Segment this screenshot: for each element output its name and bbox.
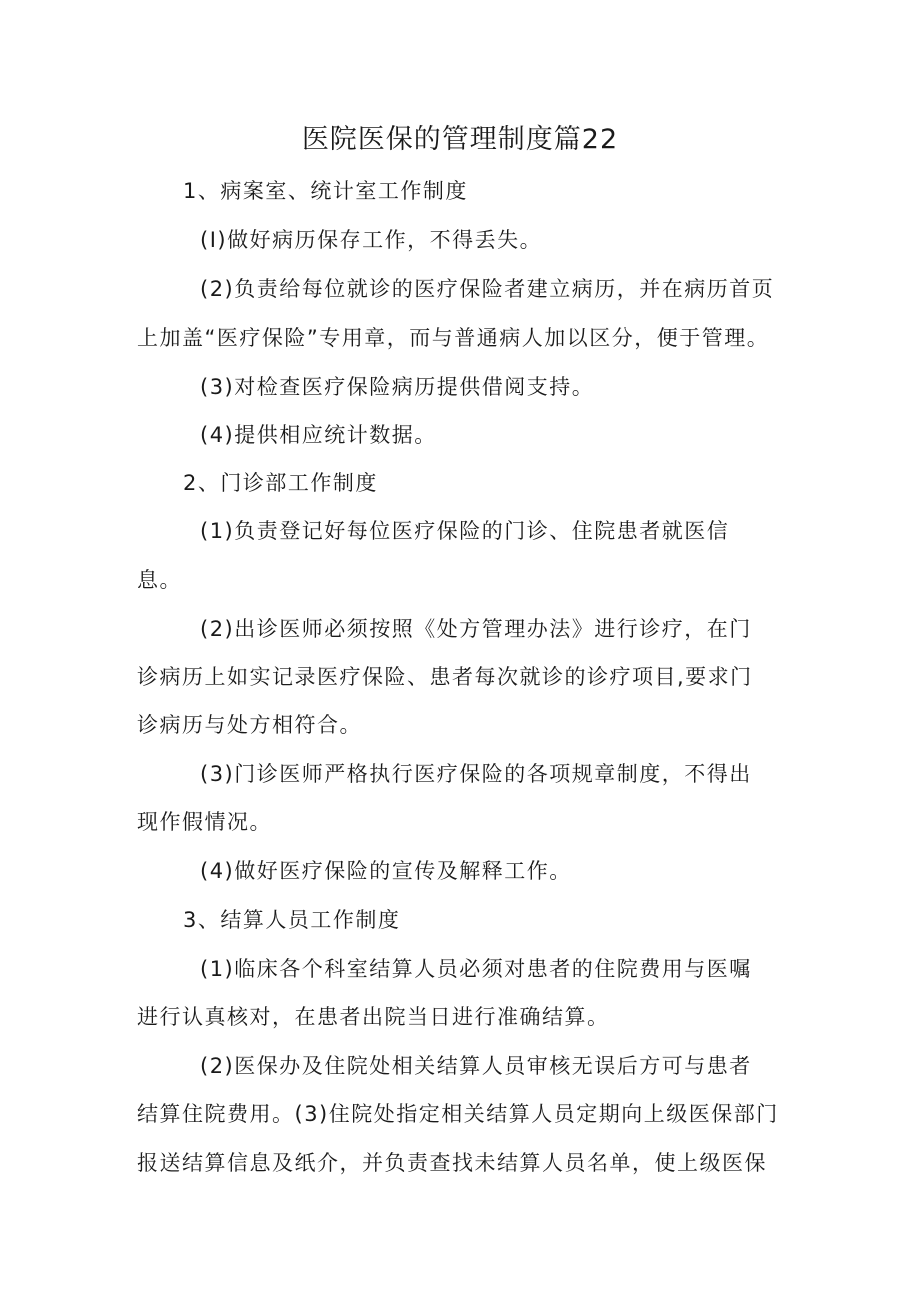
paragraph-line: (I)做好病历保存工作，不得丢失。 bbox=[200, 228, 543, 252]
section-heading-2: 2、门诊部工作制度 bbox=[183, 471, 378, 495]
paragraph-line: (1)负责登记好每位医疗保险的门诊、住院患者就医信 bbox=[200, 519, 730, 543]
paragraph-line: (3)门诊医师严格执行医疗保险的各项规章制度，不得出 bbox=[200, 762, 752, 786]
paragraph-line: 报送结算信息及纸介，并负责查找未结算人员名单，使上级医保 bbox=[137, 1151, 767, 1175]
paragraph-line: 进行认真核对，在患者出院当日进行准确结算。 bbox=[137, 1005, 610, 1029]
paragraph-line: (2)出诊医师必须按照《处方管理办法》进行诊疗，在门 bbox=[200, 617, 752, 641]
paragraph-line: (2)负责给每位就诊的医疗保险者建立病历，并在病历首页 bbox=[200, 277, 775, 301]
paragraph-line: 结算住院费用。(3)住院处指定相关结算人员定期向上级医保部门 bbox=[137, 1102, 779, 1126]
section-heading-3: 3、结算人员工作制度 bbox=[183, 908, 401, 932]
paragraph-line: (4)做好医疗保险的宣传及解释工作。 bbox=[200, 859, 572, 883]
paragraph-line: (4)提供相应统计数据。 bbox=[200, 423, 437, 447]
paragraph-line: 诊病历上如实记录医疗保险、患者每次就诊的诊疗项目,要求门 bbox=[137, 665, 753, 689]
paragraph-line: 诊病历与处方相符合。 bbox=[137, 713, 362, 737]
paragraph-line: 现作假情况。 bbox=[137, 810, 272, 834]
section-heading-1: 1、病案室、统计室工作制度 bbox=[183, 179, 468, 203]
paragraph-line: (3)对检查医疗保险病历提供借阅支持。 bbox=[200, 375, 595, 399]
document-title: 医院医保的管理制度篇22 bbox=[301, 124, 619, 155]
paragraph-line: (2)医保办及住院处相关结算人员审核无误后方可与患者 bbox=[200, 1054, 752, 1078]
paragraph-line: (1)临床各个科室结算人员必须对患者的住院费用与医嘱 bbox=[200, 957, 752, 981]
paragraph-line: 上加盖“医疗保险”专用章，而与普通病人加以区分，便于管理。 bbox=[137, 326, 770, 350]
paragraph-line: 息。 bbox=[137, 568, 182, 592]
